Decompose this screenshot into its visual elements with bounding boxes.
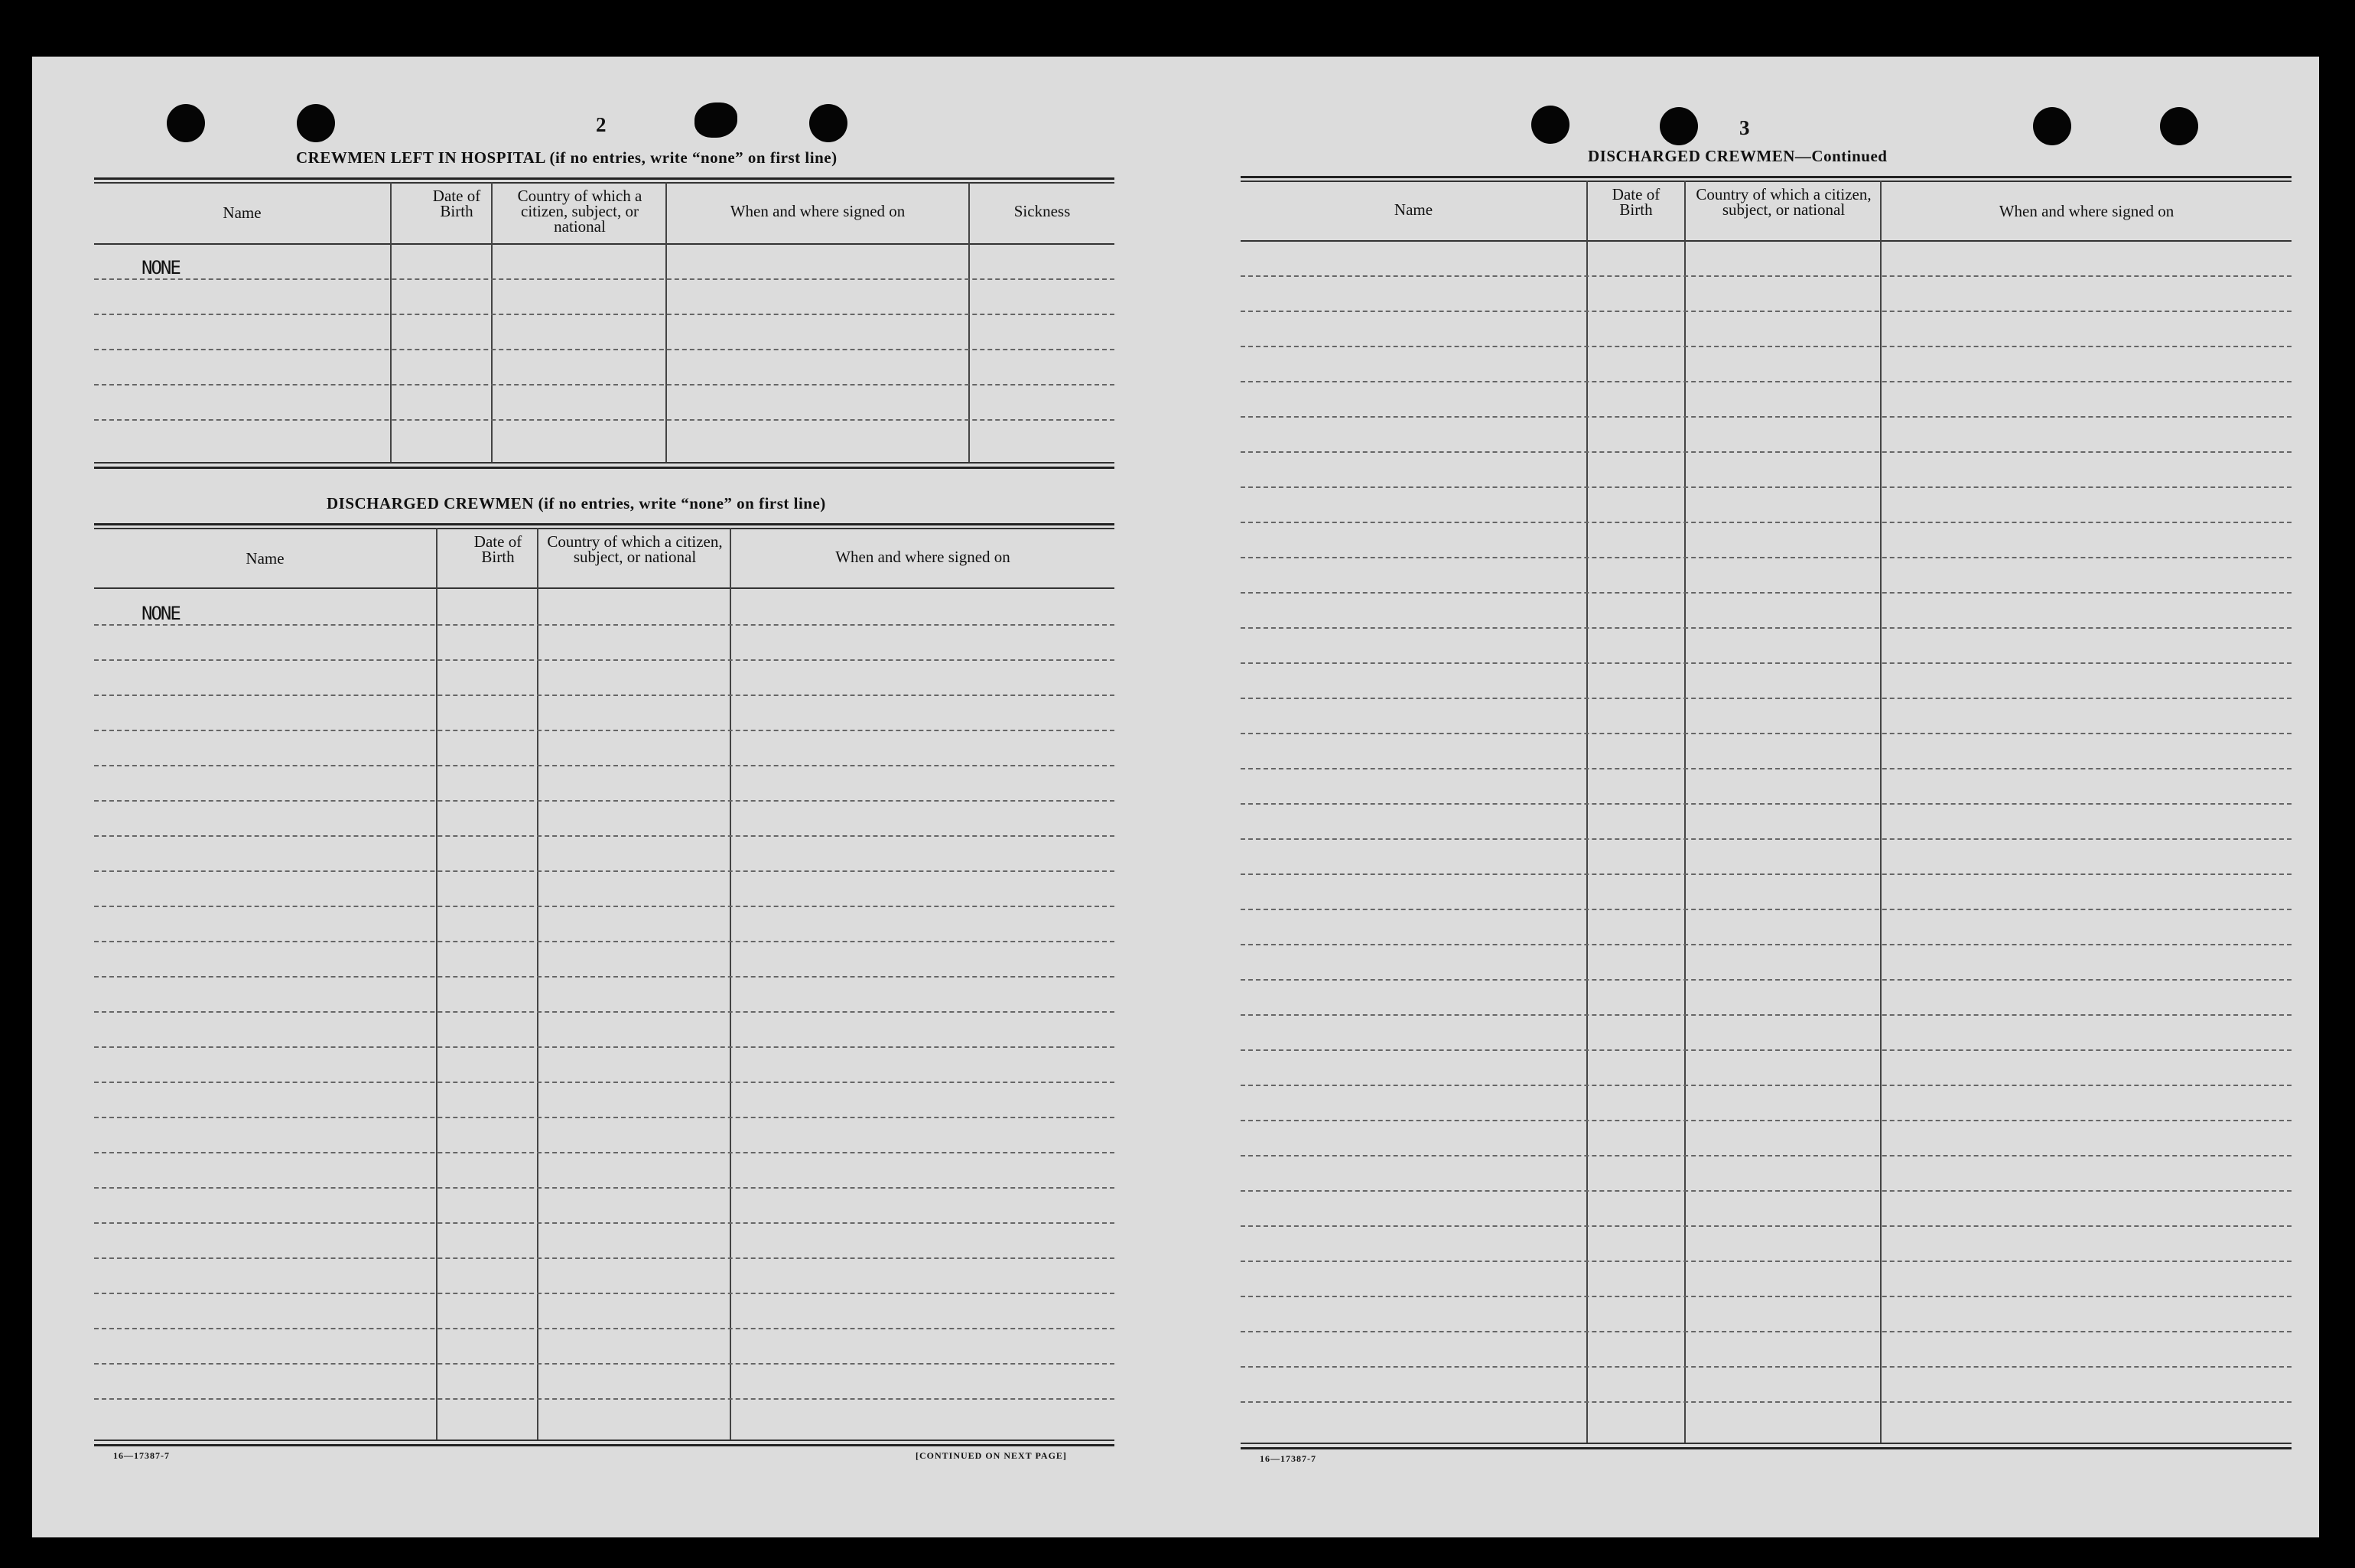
- ruled-line: [1241, 944, 2292, 945]
- ruled-line: [94, 1082, 1114, 1083]
- ruled-line: [1241, 1261, 2292, 1262]
- ruled-line: [1241, 1225, 2292, 1227]
- ruled-line: [94, 765, 1114, 766]
- column-header-date-of-birth: Date of Birth: [1612, 185, 1661, 219]
- punch-hole: [809, 104, 847, 142]
- ruled-line: [1241, 768, 2292, 769]
- ruled-line: [94, 941, 1114, 942]
- ruled-line: [1241, 698, 2292, 699]
- ruled-line: [94, 659, 1114, 661]
- ruled-line: [94, 870, 1114, 872]
- ruled-line: [1241, 873, 2292, 875]
- ruled-line: [94, 1398, 1114, 1400]
- column-header-signed-on: When and where signed on: [1999, 202, 2174, 220]
- page-number-right: 3: [1739, 116, 1750, 139]
- ruled-line: [1241, 522, 2292, 523]
- column-header-signed-on: When and where signed on: [835, 548, 1010, 566]
- ruled-line: [94, 624, 1114, 626]
- ruled-line: [1241, 1296, 2292, 1297]
- ruled-line: [1241, 1120, 2292, 1121]
- column-header-name: Name: [246, 549, 285, 568]
- ruled-line: [94, 976, 1114, 978]
- hospital-row-name: NONE: [141, 257, 180, 278]
- ruled-line: [1241, 557, 2292, 558]
- discharged-section-title: DISCHARGED CREWMEN (if no entries, write “none” on first line): [327, 494, 826, 512]
- ruled-line: [94, 1293, 1114, 1294]
- form-number-left: 16—17387-7: [113, 1450, 170, 1461]
- column-header-name: Name: [223, 203, 262, 222]
- discharged-continued-title: DISCHARGED CREWMEN—Continued: [1588, 147, 1888, 165]
- ruled-line: [94, 835, 1114, 837]
- ruled-line: [94, 1011, 1114, 1013]
- ruled-line: [1241, 1366, 2292, 1368]
- punch-hole: [167, 104, 205, 142]
- continued-note: [CONTINUED ON NEXT PAGE]: [916, 1450, 1067, 1461]
- punch-hole: [2160, 107, 2198, 145]
- ruled-line: [94, 1046, 1114, 1048]
- punch-hole: [694, 102, 737, 138]
- punch-hole: [2033, 107, 2071, 145]
- column-header-signed-on: When and where signed on: [730, 202, 906, 220]
- column-header-name: Name: [1394, 200, 1433, 219]
- ruled-line: [1241, 1049, 2292, 1051]
- ruled-line: [1241, 1331, 2292, 1332]
- ruled-line: [94, 1257, 1114, 1259]
- ruled-line: [1241, 662, 2292, 664]
- page-number-left: 2: [596, 113, 607, 136]
- ruled-line: [94, 1222, 1114, 1224]
- ruled-line: [1241, 346, 2292, 347]
- ruled-line: [94, 1328, 1114, 1329]
- column-header-country: Country of which a citizen, subject, or national: [517, 187, 642, 236]
- ruled-line: [94, 1117, 1114, 1118]
- ruled-line: [1241, 627, 2292, 629]
- ruled-line: [1241, 311, 2292, 312]
- ruled-line: [1241, 909, 2292, 910]
- ruled-line: [1241, 1401, 2292, 1403]
- column-header-date-of-birth: Date of Birth: [473, 532, 522, 566]
- discharged-row-name: NONE: [141, 603, 180, 624]
- ruled-line: [94, 1363, 1114, 1365]
- ruled-line: [1241, 838, 2292, 840]
- hospital-section-title: CREWMEN LEFT IN HOSPITAL (if no entries, write “none” on first line): [296, 148, 838, 167]
- ruled-line: [1241, 451, 2292, 453]
- column-header-country: Country of which a citizen, subject, or national: [1696, 185, 1872, 219]
- ruled-line: [1241, 416, 2292, 418]
- ruled-line: [1241, 1085, 2292, 1086]
- ruled-line: [1241, 1155, 2292, 1156]
- ruled-line: [94, 800, 1114, 802]
- ruled-line: [1241, 1190, 2292, 1192]
- column-header-date-of-birth: Date of Birth: [432, 187, 481, 220]
- ruled-line: [1241, 592, 2292, 594]
- ruled-line: [1241, 1014, 2292, 1016]
- punch-hole: [297, 104, 335, 142]
- ruled-line: [94, 1187, 1114, 1189]
- column-header-sickness: Sickness: [1013, 202, 1071, 220]
- ruled-line: [94, 730, 1114, 731]
- punch-hole: [1531, 106, 1569, 144]
- ruled-line: [94, 1152, 1114, 1153]
- ruled-line: [94, 906, 1114, 907]
- ruled-line: [1241, 803, 2292, 805]
- column-header-country: Country of which a citizen, subject, or national: [547, 532, 723, 566]
- ruled-line: [94, 695, 1114, 696]
- ruled-line: [1241, 275, 2292, 277]
- ruled-line: [1241, 486, 2292, 488]
- ruled-line: [1241, 733, 2292, 734]
- ruled-line: [1241, 979, 2292, 981]
- form-number-right: 16—17387-7: [1260, 1453, 1316, 1464]
- ruled-line: [1241, 381, 2292, 382]
- form-sheet: [32, 57, 2319, 1537]
- punch-hole: [1660, 107, 1698, 145]
